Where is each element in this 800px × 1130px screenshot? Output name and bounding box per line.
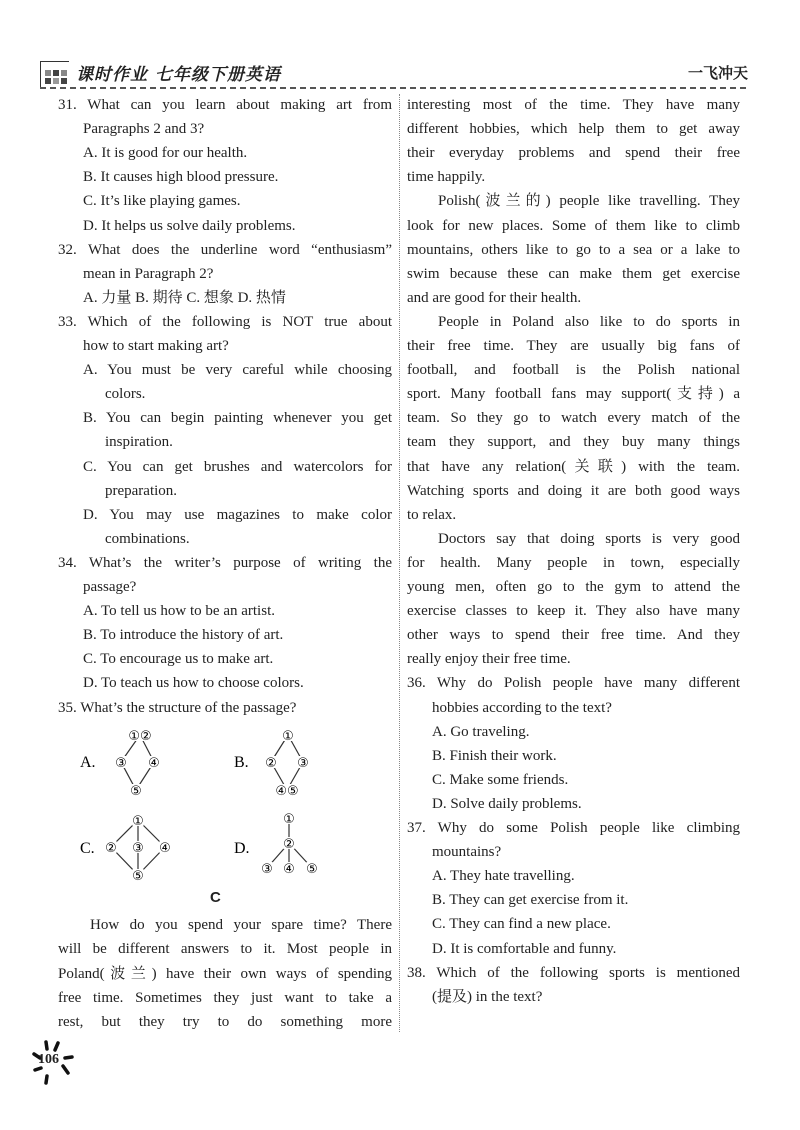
- right-text-line: mountains?: [432, 844, 502, 861]
- right-text-line: exercise classes to keep it. They also have many: [407, 603, 740, 620]
- left-text-line: preparation.: [105, 482, 178, 499]
- passage-c-text-line: Poland(波兰) have their own ways of spending: [58, 965, 392, 982]
- left-text-line: D. To teach us how to choose colors.: [83, 675, 304, 692]
- passage-c-text-line: free time. Sometimes they just want to take a: [58, 989, 392, 1006]
- page-number: 106: [38, 1052, 59, 1067]
- right-text-line: 38. Which of the following sports is mentioned: [407, 964, 740, 981]
- right-text-line: really enjoy their free time.: [407, 651, 571, 668]
- diagram-node: ③: [115, 756, 127, 771]
- diagram-node: ①②: [128, 729, 152, 744]
- right-text-line: hobbies according to the text?: [432, 699, 612, 716]
- right-text-line: Polish(波兰的) people like travelling. They: [438, 193, 740, 210]
- right-text-line: young men, often go to the gym to attend the: [407, 579, 740, 595]
- right-text-line: football, and football is the Polish national: [407, 362, 740, 379]
- left-text-line: C. It’s like playing games.: [83, 193, 241, 210]
- right-text-line: team. So they go to watch every match of the: [407, 410, 740, 427]
- right-text-line: D. Solve daily problems.: [432, 795, 582, 812]
- right-text-line: B. They can get exercise from it.: [432, 892, 629, 909]
- right-text-line: other ways to spend their free time. And they: [407, 627, 740, 644]
- right-text-line: A. Go traveling.: [432, 723, 530, 740]
- diagram-node: ③: [132, 841, 144, 856]
- diagram-label: D.: [234, 840, 250, 857]
- diagram-node: ④⑤: [275, 784, 299, 799]
- left-text-line: C. To encourage us to make art.: [83, 651, 274, 668]
- right-text-line: look for new places. Some of them like to climb: [407, 217, 740, 234]
- left-text-line: passage?: [83, 579, 137, 595]
- right-text-line: swim because these can make them get exercise: [407, 265, 740, 282]
- diagram-node: ①: [282, 729, 294, 744]
- diagram-node: ①: [283, 812, 295, 827]
- diagram-node: ①: [132, 814, 144, 829]
- left-text-line: mean in Paragraph 2?: [83, 265, 214, 282]
- right-text-line: and are good for their health.: [407, 289, 582, 306]
- section-heading-c: C: [210, 889, 221, 906]
- diagram-label: C.: [80, 840, 95, 857]
- left-text-line: A. 力量 B. 期待 C. 想象 D. 热情: [83, 289, 286, 306]
- left-text-line: 33. Which of the following is NOT true about: [58, 313, 392, 330]
- diagram-a: [80, 729, 160, 799]
- header-brand: 一飞冲天: [688, 64, 749, 82]
- right-text-line: (提及) in the text?: [432, 988, 543, 1005]
- right-text-line: Doctors say that doing sports is very good: [438, 530, 740, 547]
- right-text-line: B. Finish their work.: [432, 747, 557, 764]
- diagram-node: ②: [265, 756, 277, 771]
- diagram-node: ④: [283, 862, 295, 877]
- right-text-line: different hobbies, which help them to get away: [407, 121, 740, 138]
- left-text-line: 32. What does the underline word “enthusiasm”: [58, 241, 392, 258]
- left-text-line: C. You can get brushes and watercolors for: [83, 458, 392, 475]
- diagram-node: ③: [297, 756, 309, 771]
- right-text-line: C. Make some friends.: [432, 771, 569, 788]
- left-text-line: A. It is good for our health.: [83, 145, 248, 162]
- diagram-node: ⑤: [306, 862, 318, 877]
- diagram-node: ④: [148, 756, 160, 771]
- left-text-line: A. You must be very careful while choosing: [83, 362, 392, 379]
- right-text-line: D. It is comfortable and funny.: [432, 940, 617, 957]
- left-text-line: D. It helps us solve daily problems.: [83, 217, 296, 234]
- right-text-line: 37. Why do some Polish people like climbing: [407, 820, 740, 836]
- diagram-c: [80, 814, 171, 884]
- passage-c-text-line: How do you spend your spare time? There: [90, 917, 392, 933]
- left-text-line: Paragraphs 2 and 3?: [83, 121, 205, 138]
- header-title: 课时作业 七年级下册英语: [76, 65, 281, 85]
- left-text-line: B. You can begin painting whenever you get: [83, 410, 392, 427]
- right-text-line: to relax.: [407, 506, 457, 523]
- left-text-line: how to start making art?: [83, 338, 229, 354]
- diagram-node: ②: [283, 837, 295, 852]
- passage-c-text-line: will be different answers to it. Most people in: [58, 941, 392, 958]
- right-text-line: their everyday problems and spend their free: [407, 145, 740, 162]
- diagram-node: ⑤: [130, 784, 142, 799]
- right-text-line: interesting most of the time. They have many: [407, 97, 740, 113]
- diagram-b: [234, 729, 309, 799]
- right-text-line: People in Poland also like to do sports in: [438, 313, 740, 330]
- diagram-node: ③: [261, 862, 273, 877]
- left-text-line: 35. What’s the structure of the passage?: [58, 699, 297, 716]
- right-text-line: that have any relation(关联) with the team.: [407, 458, 740, 475]
- left-text-line: A. To tell us how to be an artist.: [83, 603, 275, 620]
- left-text-line: D. You may use magazines to make color: [83, 506, 392, 523]
- diagram-node: ②: [105, 841, 117, 856]
- right-text-line: C. They can find a new place.: [432, 916, 611, 933]
- diagram-d: [234, 812, 318, 877]
- right-text-line: their free time. They are usually big fans of: [407, 338, 740, 354]
- left-text-line: combinations.: [105, 530, 190, 547]
- diagram-node: ④: [159, 841, 171, 856]
- right-text-line: time happily.: [407, 169, 486, 186]
- passage-c-text-line: rest, but they try to do something more: [58, 1014, 392, 1031]
- left-text-line: B. To introduce the history of art.: [83, 627, 284, 644]
- right-text-line: for health. Many people in town, especially: [407, 554, 740, 571]
- right-text-line: sport. Many football fans may support(支持) a: [407, 386, 740, 403]
- diagram-label: B.: [234, 754, 249, 771]
- left-text-line: inspiration.: [105, 434, 173, 451]
- diagram-label: A.: [80, 754, 96, 771]
- right-text-line: Watching sports and doing it are both good ways: [407, 482, 740, 499]
- left-text-line: 31. What can you learn about making art from: [58, 97, 392, 113]
- right-text-line: A. They hate travelling.: [432, 868, 575, 885]
- right-text-line: 36. Why do Polish people have many different: [407, 675, 740, 692]
- diagram-node: ⑤: [132, 869, 144, 884]
- right-text-line: mountains, others like to go to a sea or a lake to: [407, 241, 740, 258]
- left-text-line: 34. What’s the writer’s purpose of writing the: [58, 554, 392, 571]
- right-text-line: team they support, and they buy many things: [407, 434, 740, 451]
- left-text-line: B. It causes high blood pressure.: [83, 169, 279, 186]
- left-text-line: colors.: [105, 386, 146, 403]
